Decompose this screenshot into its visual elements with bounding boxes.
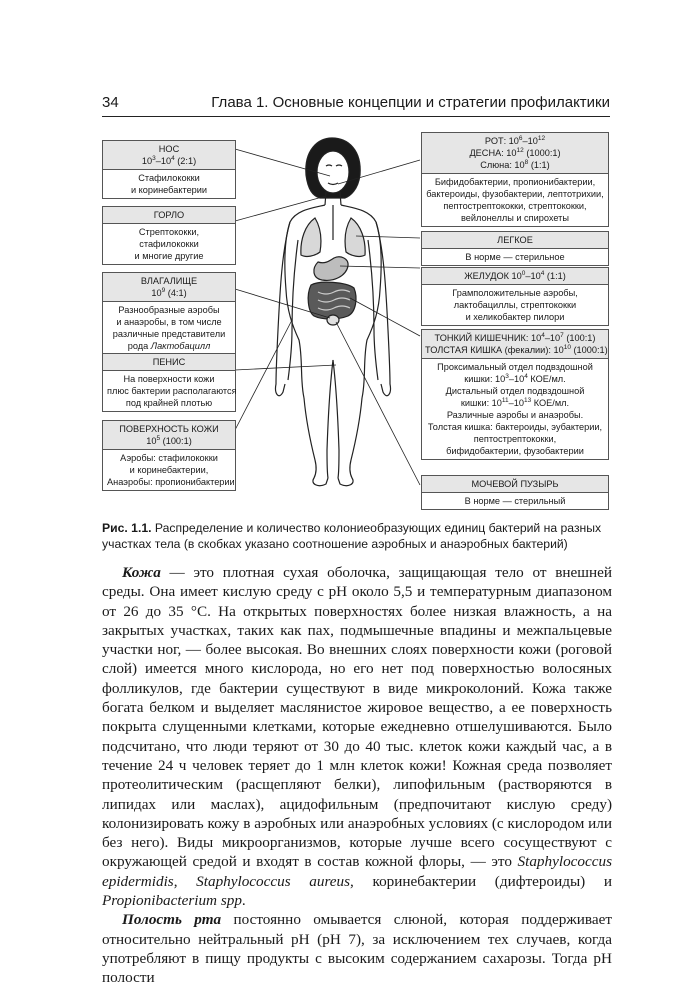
page-number: 34 — [102, 94, 119, 111]
bladder-title: МОЧЕВОЙ ПУЗЫРЬ — [471, 479, 559, 489]
mouth-line: Бифидобактерии, пропионибактерии, — [434, 177, 596, 187]
stomach-line: Грамположительные аэробы, — [452, 288, 578, 298]
mouth-line: вейлонеллы и спирохеты — [461, 213, 569, 223]
lung-line: В норме — стерильное — [465, 252, 565, 262]
callout-bladder — [421, 475, 609, 510]
skin-count: $10^5$ (100:1) — [146, 434, 192, 446]
figure-caption — [102, 520, 612, 552]
bladder-line: В норме — стерильный — [464, 496, 566, 506]
vagina-title: ВЛАГАЛИЩЕ — [140, 276, 198, 286]
callout-skin-surface — [102, 420, 236, 491]
nose-line: Стафилококки — [138, 173, 200, 183]
nose-title: НОС — [158, 144, 180, 154]
caption-text: Распределение и количество колониеобразующих единиц бактерий на разных участках тела (в скобках указано соотношение аэробных и анаэробных бактерий) — [102, 521, 602, 551]
vagina-line: различные представители — [112, 329, 226, 339]
latin-species: Staphylococcus epidermidis — [102, 853, 612, 890]
penis-line: плюс бактерии располагаются — [107, 386, 237, 396]
paragraph-skin: Кожа — это плотная сухая оболочка, защищающая тело от внешней среды. Она имеет кислую среду с pH около 5,5 и температурным диапазоном от 26 до 35 °C. На открытых поверхностях более низкая влажность, а на закрытых участках, таких как пах, подмышечные впадины и межпальцевые участки ног, — более высокая. Во внешних слоях поверхности кожи (роговой слой) имеется много кислорода, но его нет под поверхностью волосяных фолликулов, где бактерии существуют в виде микроколоний. Кожа также богата белком и выделяет маслянистое жировое вещество, а ее поверхность покрыта слущенными клетками, которые ежедневно отшелушиваются. Было подсчитано, что люди теряют от 30 до 40 тыс. клеток кожи каждый час, а в течение 24 ч человек теряет до 1 млн клеток кожи! Кожная среда позволяет протеолитическим (расщепляют белки), липофильным (растворяются в липидах или маслах), ацидофильным (предпочитают кислую среду) колонизировать кожу в аэробных или анаэробных условиях (с кислородом или без него). Виды микроорганизмов, которые лучше всего сосуществуют с окружающей средой и входят в состав кожной флоры, — это Staphylococcus epidermidis, Staphylococcus aureus, коринебактерии (дифтероиды) и Propionibacterium spp. — [102, 564, 612, 910]
intestine-line: кишки: $10^3-10^4$ КОЕ/мл. — [464, 372, 566, 384]
vagina-line: Разнообразные аэробы — [118, 305, 220, 315]
intestine-line: бифидобактерии, фузобактерии — [446, 446, 584, 456]
vagina-line: рода Лактобацилл — [127, 341, 211, 351]
intestine-line: кишки: $10^{11}-10^{13}$ КОЕ/мл. — [460, 396, 570, 408]
callout-penis — [102, 353, 236, 412]
figure-label: Рис. 1.1. — [102, 521, 152, 535]
callout-throat — [102, 206, 236, 265]
skin-line: Анаэробы: пропионибактерии — [107, 477, 235, 487]
latin-species: Propionibacterium spp — [102, 892, 242, 910]
mouth-line: пептострептококки, стрептококки, — [443, 201, 587, 211]
skin-title: ПОВЕРХНОСТЬ КОЖИ — [119, 424, 219, 434]
skin-line: Аэробы: стафилококки — [120, 453, 218, 463]
intestine-line: Различные аэробы и анаэробы. — [446, 410, 584, 420]
mouth-count: РОТ: $10^6-10^{12}$ — [484, 134, 546, 146]
intestine-line: Толстая кишка: бактероиды, эубактерии, — [427, 422, 603, 432]
stomach-line: лактобациллы, стрептококки — [453, 300, 577, 310]
vagina-count: $10^9$ (4:1) — [151, 286, 187, 298]
callout-intestine — [421, 329, 609, 460]
large-intestine-count: ТОЛСТАЯ КИШКА (фекалии): $10^{10}$ (1000:1) — [425, 343, 608, 355]
lung-title: ЛЕГКОЕ — [497, 235, 533, 245]
callout-vagina — [102, 272, 236, 355]
penis-title: ПЕНИС — [152, 357, 186, 367]
callout-lung — [421, 231, 609, 266]
throat-line: стафилококки — [139, 239, 199, 249]
gums-count: ДЕСНА: $10^{12}$ (1000:1) — [469, 146, 561, 158]
human-figure-outline — [276, 138, 391, 486]
term-skin: Кожа — [122, 564, 161, 581]
skin-line: и коринебактерии, — [129, 465, 209, 475]
running-title: Глава 1. Основные концепции и стратегии профилактики — [211, 94, 610, 111]
paragraph-oral-cavity: Полость рта постоянно омывается слюной, которая поддерживает относительно нейтральный pH (pH 7), за исключением тех случаев, когда употребляют в пищу продукты с высоким содержанием сахарозы. Тогда pH полости — [102, 911, 613, 987]
penis-line: под крайней плотью — [125, 398, 213, 408]
small-intestine-count: ТОНКИЙ КИШЕЧНИК: $10^4-10^7$ (100:1) — [434, 331, 596, 343]
saliva-count: Слюна: $10^8$ (1:1) — [480, 158, 550, 170]
intestine-line: пептострептококки, — [473, 434, 557, 444]
callout-mouth — [421, 132, 609, 227]
body-text — [102, 563, 612, 988]
penis-line: На поверхности кожи — [123, 374, 215, 384]
intestine-line: Проксимальный отдел подвздошной — [437, 362, 593, 372]
mouth-line: бактероиды, фузобактерии, лептотрихии, — [426, 189, 604, 199]
throat-title: ГОРЛО — [153, 210, 185, 220]
nose-line: и коринебактерии — [130, 185, 208, 195]
term-oral-cavity: Полость рта — [122, 911, 222, 929]
latin-species: Staphylococcus aureus — [196, 872, 351, 890]
nose-count: $10^3-10^4$ (2:1) — [141, 154, 197, 166]
stomach-title: ЖЕЛУДОК $10^0-10^4$ (1:1) — [464, 269, 566, 281]
throat-line: Стрептококки, — [138, 227, 200, 237]
callout-nose — [102, 140, 236, 199]
intestine-line: Дистальный отдел подвздошной — [445, 386, 585, 396]
throat-line: и многие другие — [134, 251, 204, 261]
vagina-line: и анаэробы, в том числе — [116, 317, 222, 327]
callout-stomach — [421, 267, 609, 326]
stomach-line: и хеликобактер пилори — [465, 312, 565, 322]
